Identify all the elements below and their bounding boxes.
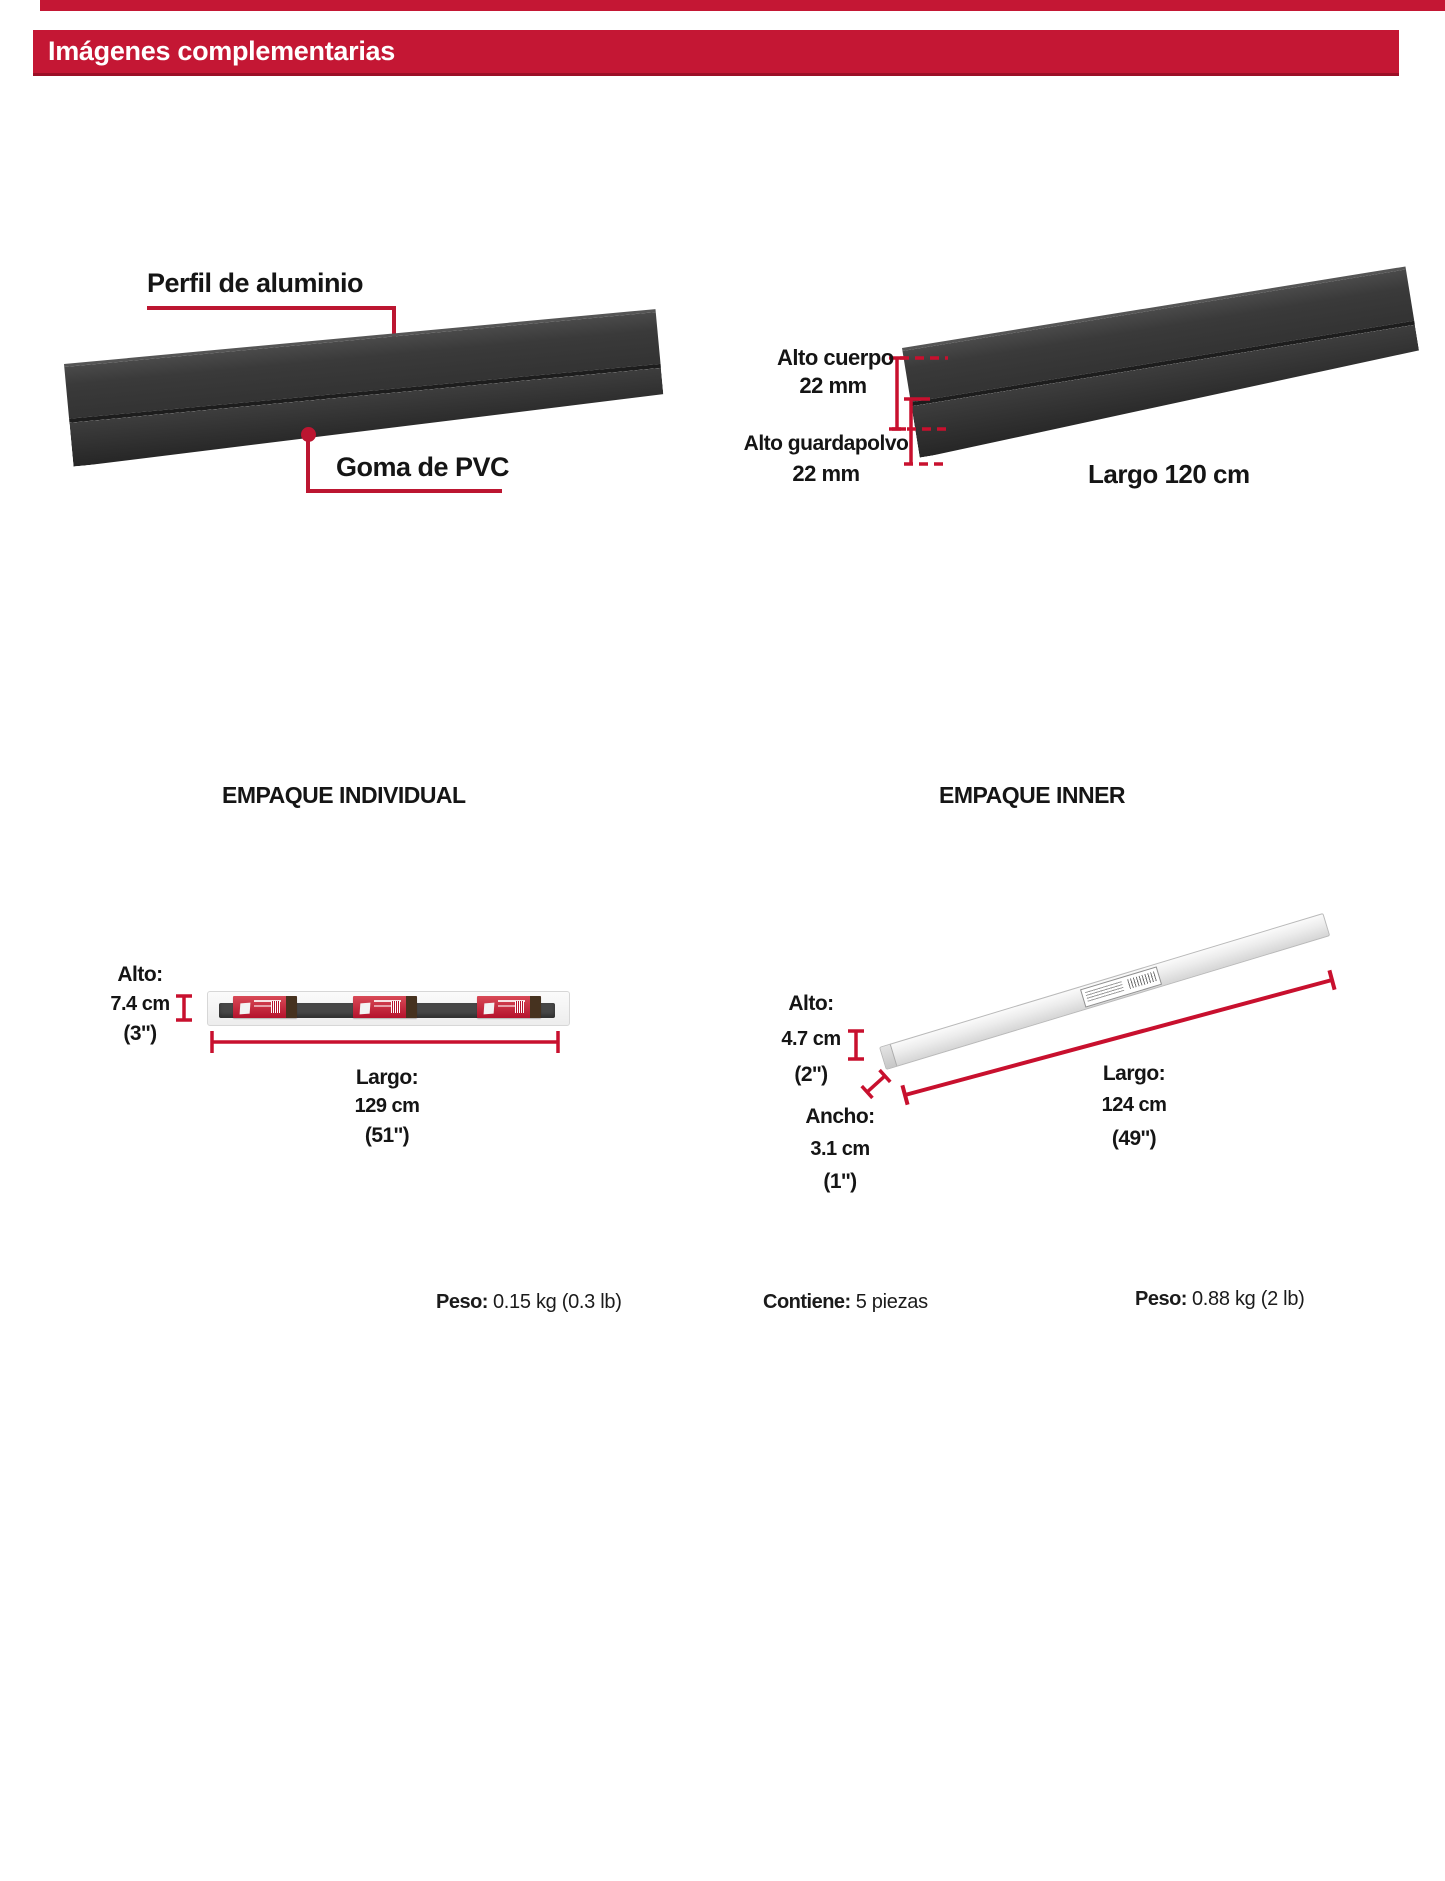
inner-height-value: 4.7 cm xyxy=(781,1028,841,1050)
body-height-value: 22 mm xyxy=(799,373,867,398)
leader-underline xyxy=(147,306,396,310)
package-label xyxy=(477,996,541,1018)
inner-weight xyxy=(1135,1288,1305,1311)
aluminum-profile-label: Perfil de aluminio xyxy=(147,268,364,298)
heading-empaque-inner: EMPAQUE INNER xyxy=(939,782,1126,808)
sweep-height-dimension xyxy=(741,429,911,489)
ind-length-label: Largo: xyxy=(355,1066,419,1089)
door-sweep-profile-left xyxy=(64,309,665,466)
profile-length-label: Largo 120 cm xyxy=(1088,459,1250,489)
package-label xyxy=(353,996,417,1018)
weight-value: 0.15 kg (0.3 lb) xyxy=(492,1291,622,1313)
weight-value: 0.88 kg (2 lb) xyxy=(1191,1288,1305,1310)
inner-width-inches: (1'') xyxy=(823,1170,857,1193)
height-dim-icon xyxy=(173,993,195,1023)
ind-length-inches: (51'') xyxy=(364,1124,410,1147)
length-dim-line-icon xyxy=(209,1030,561,1054)
leader-line xyxy=(306,438,310,493)
pvc-rubber-label: Goma de PVC xyxy=(336,452,510,482)
ind-length-value: 129 cm xyxy=(354,1095,420,1117)
leader-underline xyxy=(306,489,502,493)
sweep-height-value: 22 mm xyxy=(792,461,860,486)
inner-width-label: Ancho: xyxy=(805,1105,875,1128)
inner-contains xyxy=(763,1291,928,1314)
ind-height-value: 7.4 cm xyxy=(110,993,170,1015)
door-sweep-profile-right xyxy=(902,266,1423,457)
top-accent-strip xyxy=(40,0,1445,11)
body-height-dimension xyxy=(777,344,894,400)
ind-height-label: Alto: xyxy=(117,963,163,986)
inner-length-value: 124 cm xyxy=(1101,1094,1167,1116)
inner-height-label: Alto: xyxy=(788,992,834,1015)
sweep-height-label: Alto guardapolvo xyxy=(743,432,909,455)
inner-height-inches: (2'') xyxy=(794,1063,828,1086)
weight-label: Peso: xyxy=(1135,1288,1187,1310)
contains-value: 5 piezas xyxy=(855,1291,928,1313)
section-title: Imágenes complementarias xyxy=(48,36,395,66)
height-dim-icon xyxy=(845,1028,867,1062)
body-height-label: Alto cuerpo xyxy=(777,345,894,370)
individual-weight xyxy=(436,1291,622,1314)
weight-label: Peso: xyxy=(436,1291,488,1313)
package-label xyxy=(233,996,297,1018)
inner-length-label: Largo: xyxy=(1102,1062,1166,1085)
inner-width-value: 3.1 cm xyxy=(810,1138,870,1160)
section-banner xyxy=(33,30,1399,76)
ind-height-inches: (3'') xyxy=(123,1022,157,1045)
inner-length-inches: (49'') xyxy=(1111,1127,1157,1150)
contains-label: Contiene: xyxy=(763,1291,851,1313)
heading-empaque-individual: EMPAQUE INDIVIDUAL xyxy=(222,782,466,808)
diagonal-length-line-icon xyxy=(890,963,1350,1113)
